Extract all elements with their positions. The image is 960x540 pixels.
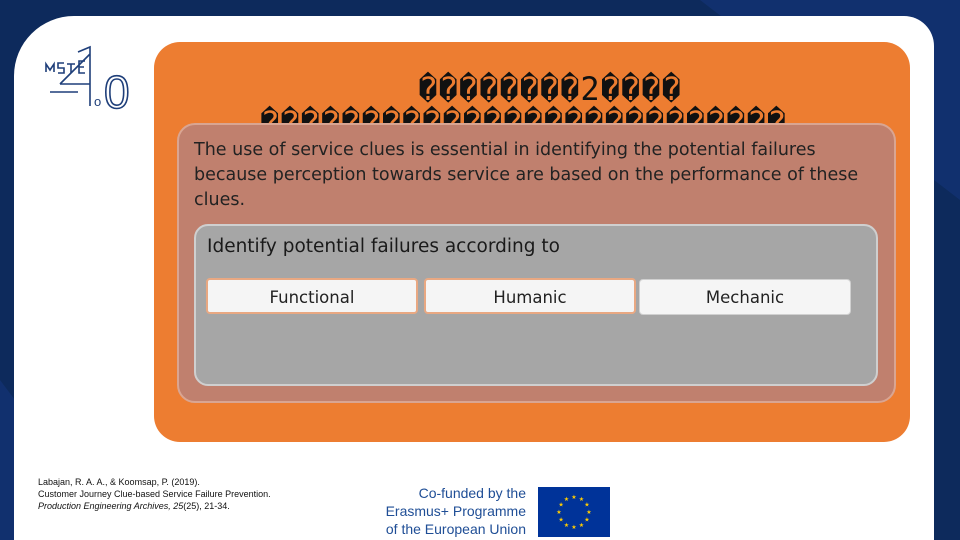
eu-star-icon: ★: [563, 496, 570, 504]
reference-line-2: Customer Journey Clue-based Service Failure Prevention.: [38, 489, 271, 499]
reference-line-3: [38, 500, 271, 512]
eu-star-icon: ★: [578, 496, 585, 504]
erasmus-line-2: Erasmus+ Programme: [385, 503, 526, 519]
eu-star-icon: ★: [558, 501, 564, 509]
svg-text:0: 0: [104, 66, 130, 114]
option-humanic[interactable]: Humanic: [424, 278, 636, 314]
option-mechanic[interactable]: Mechanic: [639, 279, 851, 315]
slide-title-line-1: ��������2����: [418, 70, 682, 108]
option-functional[interactable]: Functional: [206, 278, 418, 314]
reference-citation: [38, 476, 271, 512]
reference-line-1: Labajan, R. A. A., & Koomsap, P. (2019).: [38, 477, 200, 487]
eu-star-icon: ★: [563, 521, 570, 529]
eu-star-icon: ★: [584, 501, 590, 509]
reference-volume: 25: [173, 501, 184, 511]
erasmus-line-1: Co-funded by the: [418, 485, 526, 501]
reference-issue-pages: (25), 21-34.: [183, 501, 230, 511]
eu-star-icon: ★: [586, 509, 592, 516]
failures-panel-heading: Identify potential failures according to: [207, 236, 560, 257]
eu-star-icon: ★: [578, 521, 585, 529]
eu-flag-icon: [538, 487, 610, 537]
erasmus-text: [374, 484, 526, 538]
svg-text:o: o: [94, 94, 102, 109]
eu-star-icon: ★: [571, 524, 577, 531]
eu-star-icon: ★: [584, 516, 590, 524]
reference-journal: Production Engineering Archives,: [38, 501, 171, 511]
erasmus-line-3: of the European Union: [385, 521, 526, 537]
eu-star-icon: ★: [571, 494, 577, 501]
eu-star-icon: ★: [556, 509, 562, 516]
intro-text: The use of service clues is essential in identifying the potential failures because perception towards service are based on the performance of these clues.: [194, 140, 859, 210]
eu-star-icon: ★: [558, 516, 564, 524]
